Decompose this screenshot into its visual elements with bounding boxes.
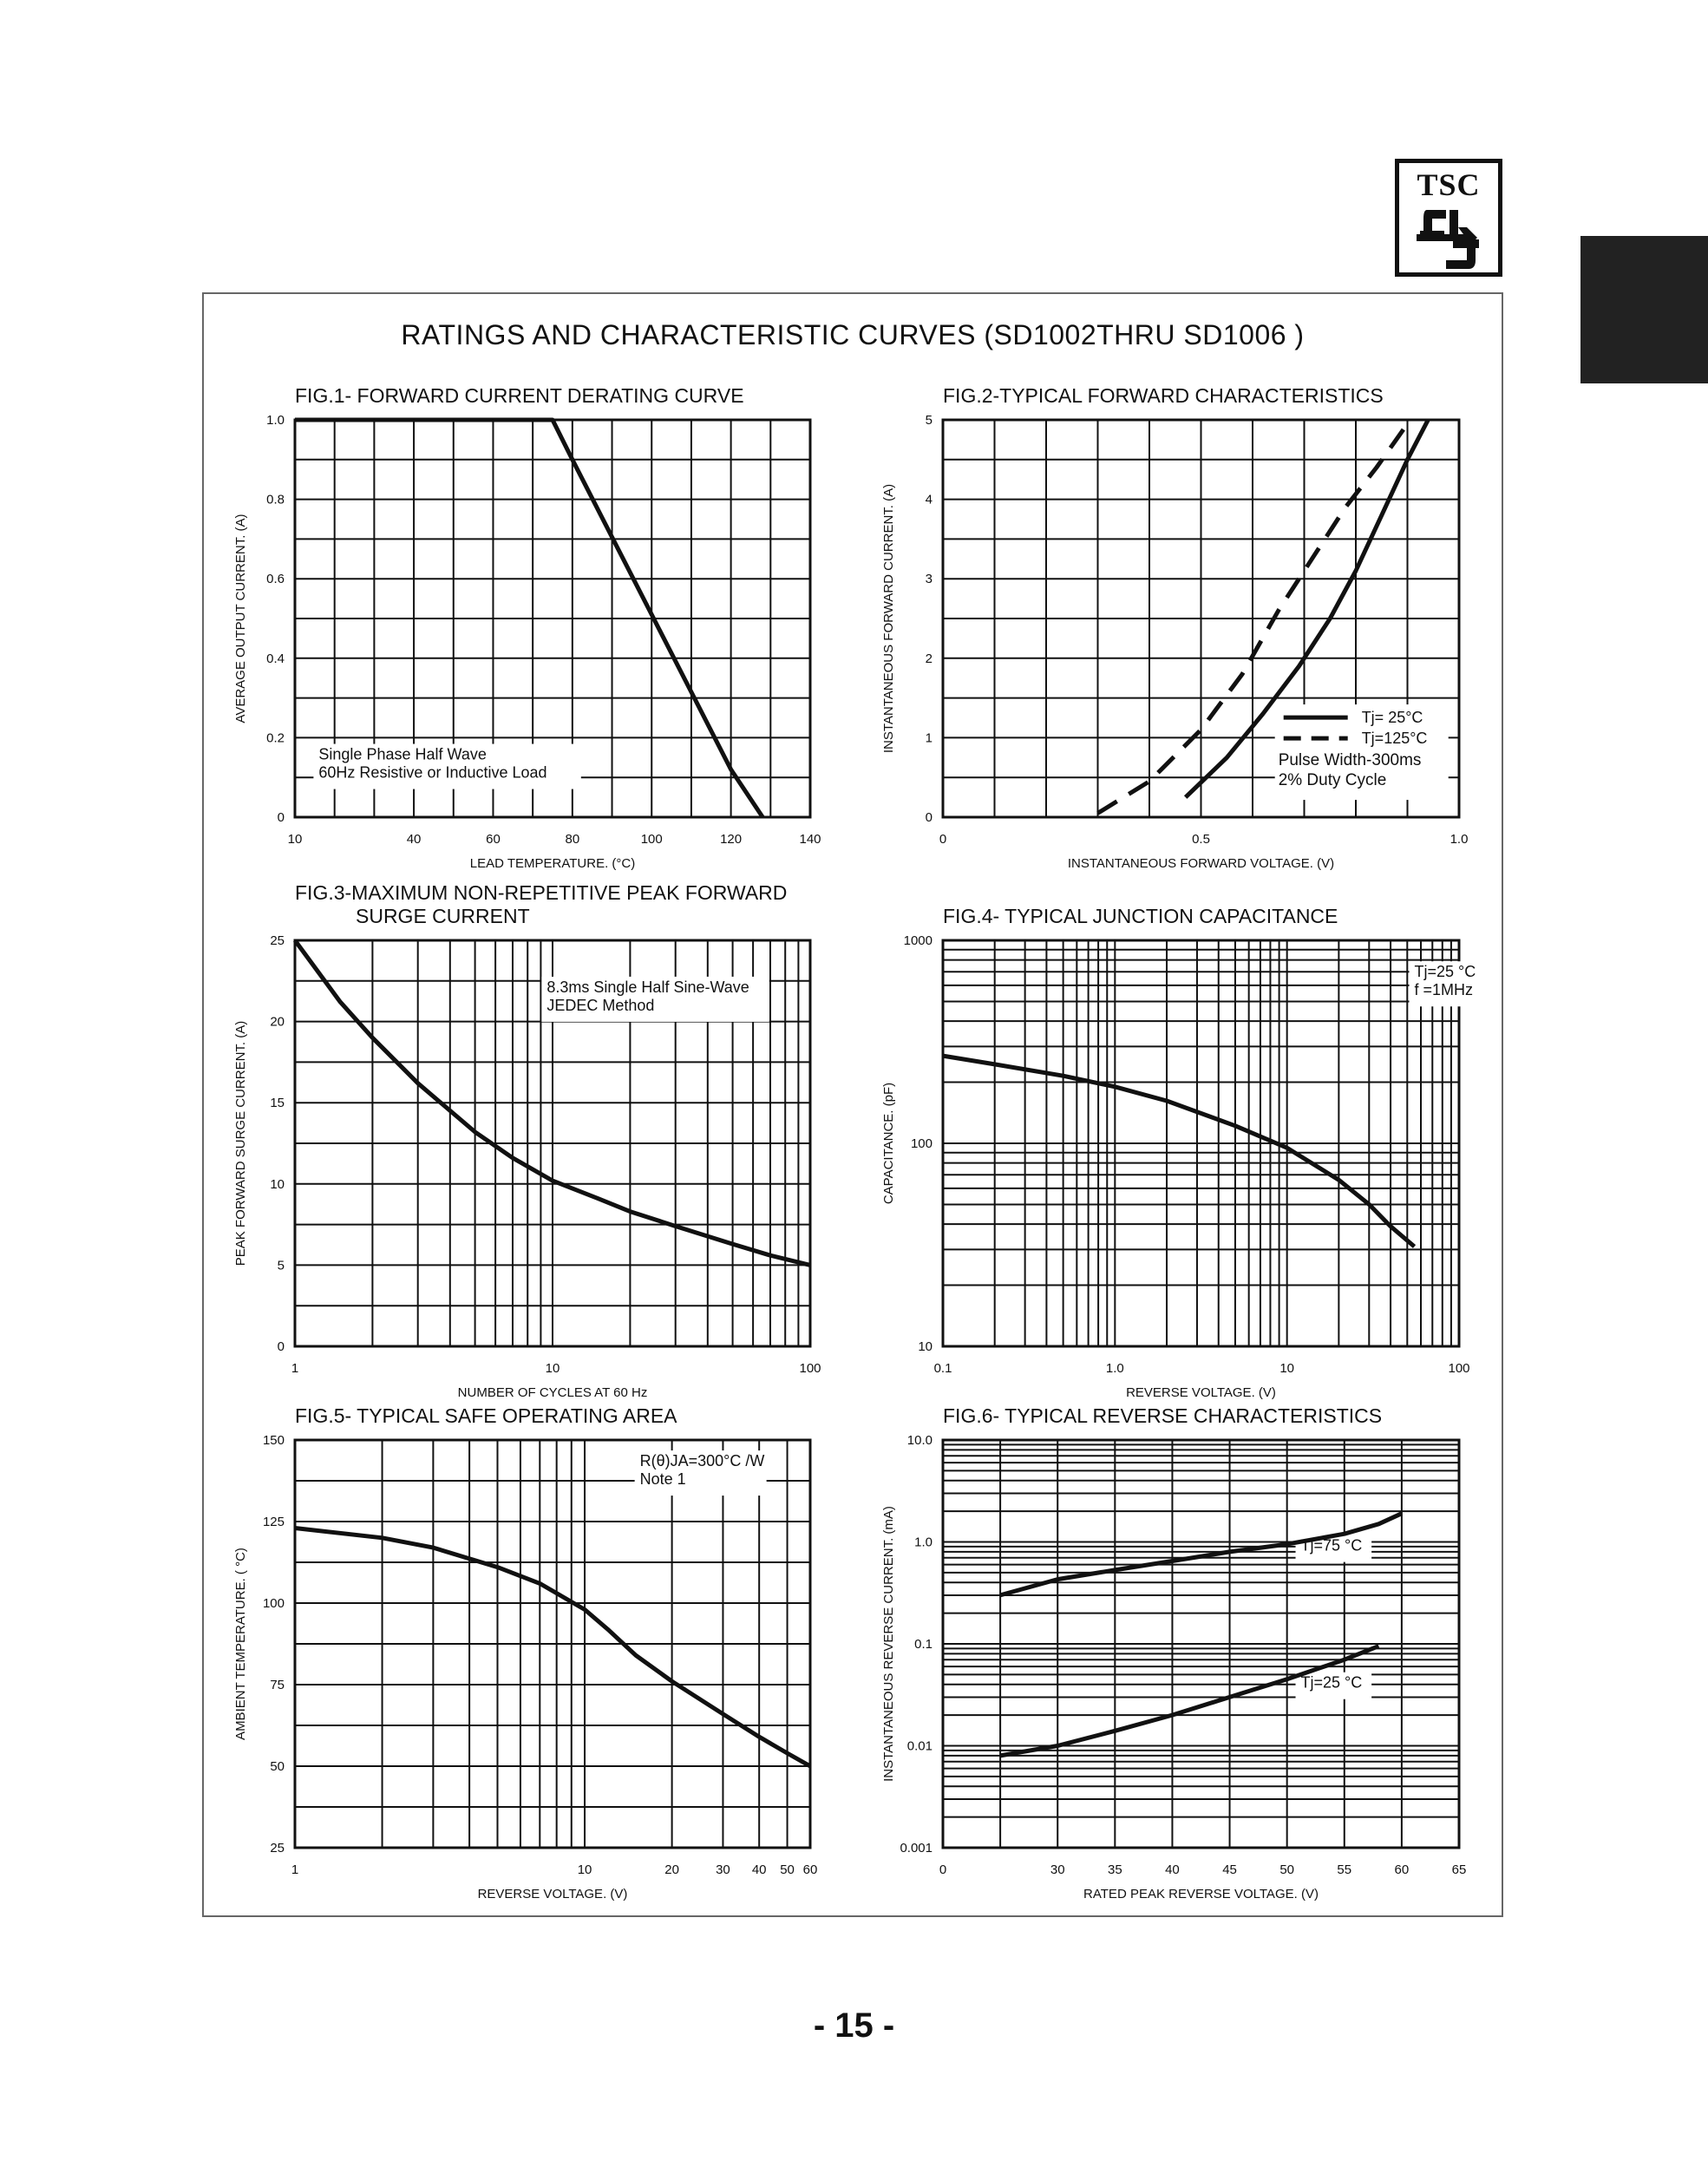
fig6-x-axis-label: RATED PEAK REVERSE VOLTAGE. (V) (1083, 1887, 1319, 1901)
fig2-title: FIG.2-TYPICAL FORWARD CHARACTERISTICS (943, 384, 1384, 407)
fig1-y-tick-label: 0.8 (266, 492, 285, 507)
fig4-series-line (943, 1056, 1415, 1247)
fig1-annotation (313, 744, 580, 789)
fig2-y-tick-label: 2 (925, 651, 933, 666)
fig3-title: FIG.3-MAXIMUM NON-REPETITIVE PEAK FORWARD (295, 881, 788, 904)
fig6-y-tick-label: 10.0 (906, 1433, 933, 1448)
fig6-y-axis-label: INSTANTANEOUS REVERSE CURRENT. (mA) (881, 1506, 896, 1782)
fig2-legend-note: 2% Duty Cycle (1278, 771, 1387, 790)
fig5-x-axis-label: REVERSE VOLTAGE. (V) (477, 1887, 628, 1901)
page-title: RATINGS AND CHARACTERISTIC CURVES (SD1002THRU SD1006 ) (401, 319, 1305, 350)
fig4-chart (881, 905, 1485, 1400)
fig6-annotation (1296, 1672, 1372, 1699)
fig2-x-axis-label: INSTANTANEOUS FORWARD VOLTAGE. (V) (1067, 856, 1335, 871)
fig3-x-tick-label: 10 (545, 1361, 560, 1376)
fig2-legend (1275, 704, 1449, 800)
fig1-chart (233, 384, 821, 871)
fig2-y-tick-label: 0 (925, 810, 933, 825)
fig1-x-tick-label: 40 (406, 832, 422, 847)
fig6-x-tick-label: 35 (1107, 1862, 1122, 1877)
fig6-y-tick-label: 0.001 (900, 1841, 933, 1856)
fig5-x-tick-label: 10 (577, 1862, 592, 1877)
fig6-annotation-text: Tj=75 °C (1300, 1536, 1363, 1555)
fig1-annotation-text: Single Phase Half Wave (318, 745, 487, 763)
fig6-x-tick-label: 60 (1394, 1862, 1410, 1877)
fig1-x-tick-label: 10 (287, 832, 303, 847)
page-number: - 15 - (813, 2006, 895, 2045)
fig5-title: FIG.5- TYPICAL SAFE OPERATING AREA (295, 1404, 677, 1427)
fig2-x-tick-label: 0.5 (1192, 832, 1210, 847)
fig2-chart (881, 384, 1468, 871)
fig3-title: SURGE CURRENT (356, 905, 530, 927)
fig3-x-axis-label: NUMBER OF CYCLES AT 60 Hz (457, 1385, 648, 1400)
fig3-x-tick-label: 1 (291, 1361, 299, 1376)
fig2-y-axis-label: INSTANTANEOUS FORWARD CURRENT. (A) (881, 483, 896, 754)
fig4-x-tick-label: 100 (1448, 1361, 1470, 1376)
fig6-y-tick-label: 1.0 (914, 1535, 933, 1550)
fig6-x-tick-label: 40 (1165, 1862, 1180, 1877)
fig2-legend-label: Tj=125°C (1361, 730, 1428, 748)
fig1-y-tick-label: 0 (277, 810, 285, 825)
fig1-x-tick-label: 100 (640, 832, 663, 847)
fig2-y-tick-label: 1 (925, 730, 933, 746)
fig5-y-axis-label: AMBIENT TEMPERATURE. ( °C) (233, 1548, 248, 1740)
fig5-annotation-text: R(θ)JA=300°C /W (639, 1452, 765, 1470)
fig3-y-tick-label: 5 (277, 1258, 285, 1273)
fig6-x-tick-label: 45 (1222, 1862, 1237, 1877)
fig5-y-tick-label: 50 (270, 1759, 285, 1774)
fig4-x-axis-label: REVERSE VOLTAGE. (V) (1126, 1385, 1276, 1400)
fig2-y-tick-label: 4 (925, 492, 933, 507)
fig1-x-tick-label: 140 (799, 832, 821, 847)
fig1-y-tick-label: 0.2 (266, 730, 285, 746)
fig5-annotation (635, 1450, 767, 1496)
fig5-x-tick-label: 60 (802, 1862, 818, 1877)
fig5-y-tick-label: 150 (262, 1433, 285, 1448)
fig6-x-tick-label: 50 (1279, 1862, 1295, 1877)
fig3-y-tick-label: 15 (270, 1096, 285, 1111)
fig5-x-tick-label: 40 (751, 1862, 767, 1877)
fig5-x-tick-label: 30 (716, 1862, 730, 1877)
fig3-y-tick-label: 25 (270, 933, 285, 948)
fig6-y-tick-label: 0.1 (914, 1637, 933, 1652)
fig6-title: FIG.6- TYPICAL REVERSE CHARACTERISTICS (943, 1404, 1383, 1427)
fig6-chart (881, 1404, 1466, 1901)
fig2-y-tick-label: 3 (925, 572, 933, 587)
fig1-y-tick-label: 0.6 (266, 572, 285, 587)
fig5-series-line (295, 1528, 810, 1767)
fig1-x-tick-label: 60 (486, 832, 501, 847)
fig1-title: FIG.1- FORWARD CURRENT DERATING CURVE (295, 384, 744, 407)
fig3-x-tick-label: 100 (799, 1361, 821, 1376)
fig6-annotation-text: Tj=25 °C (1300, 1673, 1363, 1692)
fig4-y-tick-label: 1000 (903, 933, 933, 948)
fig4-y-tick-label: 10 (918, 1339, 933, 1354)
fig5-x-tick-label: 20 (664, 1862, 679, 1877)
fig3-annotation-text: 8.3ms Single Half Sine-Wave (546, 978, 749, 996)
fig4-grid (943, 940, 1459, 1346)
fig4-annotation (1410, 961, 1486, 1006)
fig1-x-axis-label: LEAD TEMPERATURE. (°C) (469, 856, 636, 871)
fig1-y-axis-label: AVERAGE OUTPUT CURRENT. (A) (233, 514, 248, 723)
fig2-x-tick-label: 0 (939, 832, 947, 847)
fig2-legend-label: Tj= 25°C (1361, 709, 1423, 727)
fig3-y-tick-label: 0 (277, 1339, 285, 1354)
fig4-annotation-text: f =1MHz (1414, 981, 1474, 999)
fig5-annotation-text: Note 1 (639, 1470, 686, 1489)
fig4-y-axis-label: CAPACITANCE. (pF) (881, 1082, 896, 1205)
fig1-annotation-text: 60Hz Resistive or Inductive Load (318, 763, 547, 782)
fig1-y-tick-label: 1.0 (266, 413, 285, 428)
fig4-x-tick-label: 0.1 (933, 1361, 952, 1376)
fig3-chart (233, 881, 821, 1400)
fig4-y-tick-label: 100 (910, 1136, 933, 1151)
fig6-x-tick-label: 30 (1050, 1862, 1065, 1877)
fig4-annotation-text: Tj=25 °C (1414, 963, 1476, 981)
fig5-x-tick-label: 50 (780, 1862, 795, 1877)
fig3-y-tick-label: 20 (270, 1014, 285, 1030)
fig2-legend-note: Pulse Width-300ms (1278, 751, 1422, 770)
fig6-x-tick-label: 65 (1451, 1862, 1467, 1877)
fig3-y-axis-label: PEAK FORWARD SURGE CURRENT. (A) (233, 1020, 248, 1267)
fig6-x-tick-label: 55 (1337, 1862, 1352, 1877)
fig6-y-tick-label: 0.01 (906, 1738, 933, 1754)
fig5-grid (295, 1440, 810, 1848)
fig4-x-tick-label: 1.0 (1105, 1361, 1124, 1376)
fig4-x-tick-label: 10 (1279, 1361, 1295, 1376)
fig2-x-tick-label: 1.0 (1450, 832, 1469, 847)
fig3-y-tick-label: 10 (270, 1176, 285, 1192)
fig5-x-tick-label: 1 (291, 1862, 299, 1877)
fig1-y-tick-label: 0.4 (266, 651, 285, 666)
fig5-y-tick-label: 100 (262, 1596, 285, 1611)
fig5-y-tick-label: 25 (270, 1841, 285, 1856)
fig2-y-tick-label: 5 (925, 413, 933, 428)
fig3-annotation (541, 977, 769, 1022)
fig1-x-tick-label: 120 (720, 832, 743, 847)
fig5-y-tick-label: 125 (262, 1515, 285, 1529)
fig5-chart (233, 1404, 817, 1901)
fig6-x-tick-label: 0 (939, 1862, 947, 1877)
logo-text: TSC (1417, 167, 1481, 202)
fig1-x-tick-label: 80 (565, 832, 580, 847)
fig6-grid (943, 1440, 1459, 1848)
fig4-title: FIG.4- TYPICAL JUNCTION CAPACITANCE (943, 905, 1338, 927)
fig3-annotation-text: JEDEC Method (546, 996, 655, 1014)
fig5-y-tick-label: 75 (270, 1678, 285, 1692)
